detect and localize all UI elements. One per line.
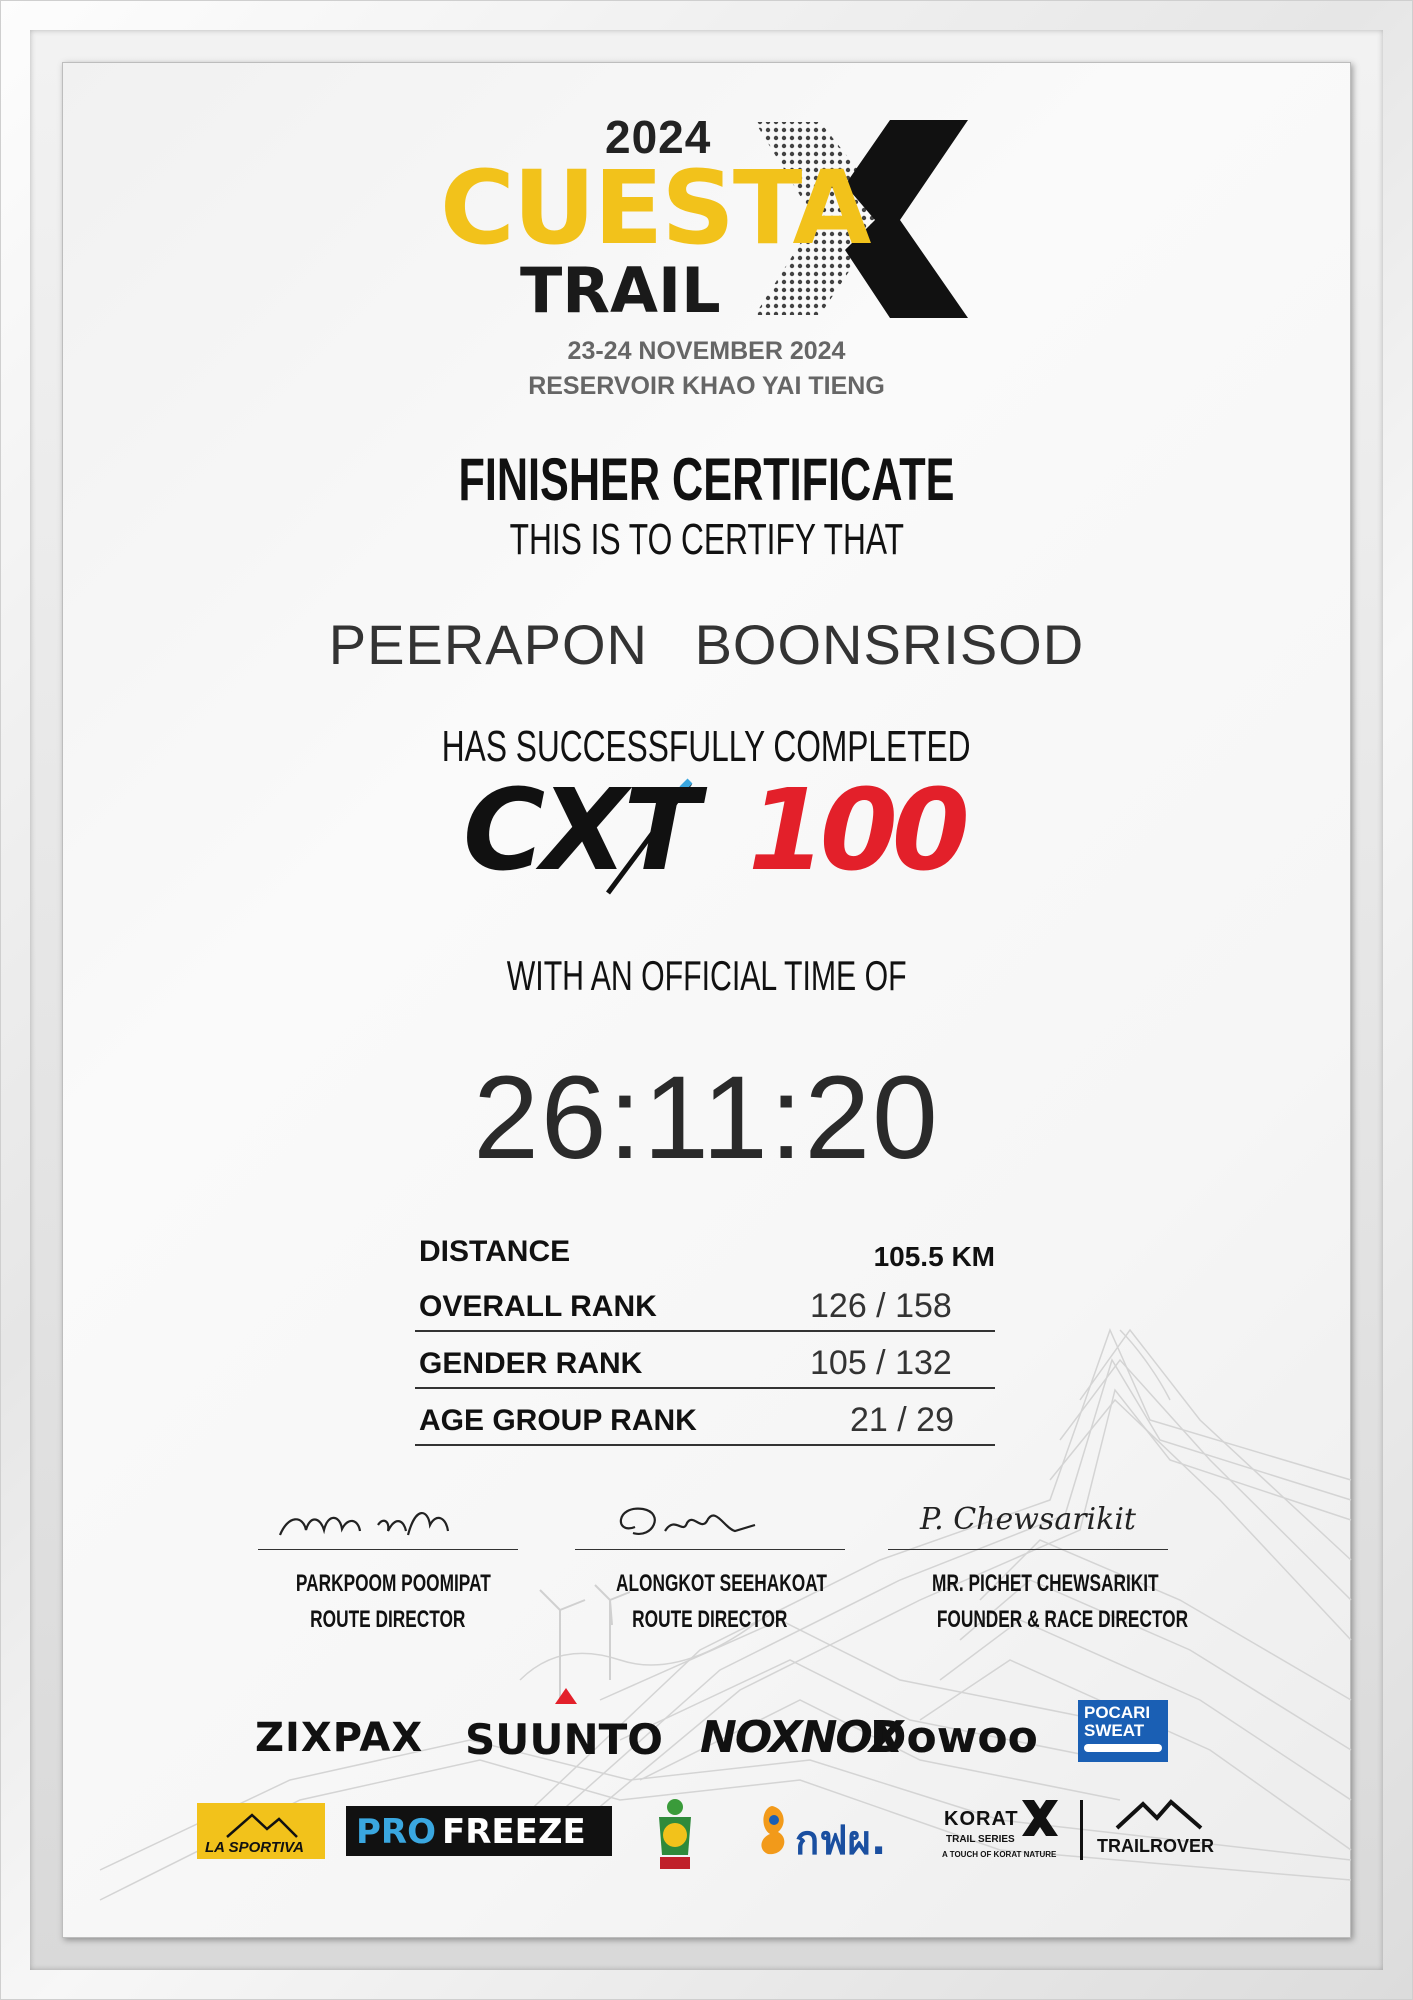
sponsor-divider (1080, 1800, 1083, 1860)
race-number: 100 (748, 766, 964, 896)
stat-row-gender-rank (415, 1332, 995, 1389)
signatory-role: ROUTE DIRECTOR (310, 1606, 466, 1633)
certificate-subtitle: THIS IS TO CERTIFY THAT (509, 515, 904, 564)
event-venue: RESERVOIR KHAO YAI TIENG (528, 372, 885, 400)
signatory-3 (888, 1495, 1189, 1634)
signatory-role: FOUNDER & RACE DIRECTOR (936, 1606, 1189, 1633)
wave-stripe (1084, 1744, 1162, 1752)
event-brand-trail: TRAIL (520, 254, 721, 327)
stat-label: OVERALL RANK (419, 1290, 657, 1323)
race-prefix: CXT (463, 766, 696, 896)
signature-1-drawing (258, 1495, 518, 1545)
signature-line (575, 1549, 845, 1550)
korat-tagline: A TOUCH OF KORAT NATURE (942, 1850, 1057, 1859)
signatory-1 (258, 1495, 518, 1634)
certificate-subtitle-wrap (0, 515, 1413, 565)
completed-text-wrap (0, 722, 1413, 772)
race-logo (458, 766, 964, 900)
signatory-role: ROUTE DIRECTOR (632, 1606, 788, 1633)
stat-label: DISTANCE (419, 1235, 571, 1268)
korat-text: KORAT (944, 1808, 1019, 1830)
sponsor-suunto-logo: SUUNTO (465, 1715, 663, 1764)
signature-line (888, 1549, 1168, 1550)
time-label: WITH AN OFFICIAL TIME OF (506, 952, 907, 999)
stat-label: GENDER RANK (419, 1347, 643, 1380)
certificate-title-wrap (0, 445, 1413, 514)
trailrover-text: TRAILROVER (1097, 1836, 1214, 1856)
certificate-title: FINISHER CERTIFICATE (458, 446, 955, 513)
event-logo (420, 110, 1000, 325)
signature-2-drawing (575, 1495, 845, 1545)
emblem-seal-icon (644, 1795, 706, 1875)
finisher-first-name: PEERAPON (328, 613, 648, 676)
sponsor-pro-freeze-logo (346, 1806, 612, 1856)
signature-line (258, 1549, 518, 1550)
stat-value: 126 / 158 (810, 1287, 952, 1325)
signature-2 (575, 1495, 845, 1545)
sponsor-zixpax-logo: ZIXPAX (255, 1715, 424, 1761)
pro-text: PRO (356, 1812, 437, 1852)
signatory-2 (575, 1495, 845, 1634)
finisher-last-name: BOONSRISOD (694, 613, 1085, 676)
la-sportiva-text: LA SPORTIVA (205, 1839, 304, 1856)
trail-series-text: TRAIL SERIES (946, 1834, 1015, 1845)
stat-value: 105 / 132 (810, 1344, 952, 1382)
signatory-name: ALONGKOT SEEHAKOAT (616, 1570, 827, 1597)
stat-row-overall-rank (415, 1275, 995, 1332)
stat-value: 21 / 29 (850, 1401, 954, 1439)
event-year: 2024 (605, 111, 712, 163)
egat-logo-icon (748, 1800, 798, 1860)
finisher-name (0, 612, 1413, 677)
sweat-text: SWEAT (1084, 1721, 1145, 1740)
korat-x-icon (1020, 1798, 1060, 1838)
sponsor-la-sportiva-logo (197, 1803, 325, 1859)
trailrover-mountain-icon (1115, 1798, 1205, 1832)
signatory-name: MR. PICHET CHEWSARIKIT (932, 1570, 1159, 1597)
sponsor-egat-text: กฟผ. (795, 1818, 887, 1864)
event-brand-cuesta: CUESTA (440, 149, 870, 268)
event-date: 23-24 NOVEMBER 2024 (567, 337, 846, 365)
stat-label: AGE GROUP RANK (419, 1404, 697, 1437)
stat-value: 105.5 KM (873, 1241, 995, 1272)
sponsor-noxnox-logo: NOXNOX (700, 1712, 902, 1763)
time-label-wrap (0, 952, 1413, 1000)
signatory-name: PARKPOOM POOMIPAT (295, 1570, 491, 1597)
suunto-triangle-icon (555, 1688, 577, 1704)
stat-row-distance (415, 1230, 995, 1275)
stats-table (415, 1230, 995, 1446)
signature-1 (258, 1495, 518, 1545)
signature-3: P. Chewsarikit (920, 1502, 1136, 1537)
sponsor-dowoo-logo: Dowoo (870, 1712, 1038, 1763)
completed-text: HAS SUCCESSFULLY COMPLETED (442, 722, 971, 771)
sponsor-trailrover-logo (1095, 1798, 1225, 1864)
official-time: 26:11:20 (473, 1052, 940, 1184)
stat-row-age-group-rank (415, 1389, 995, 1446)
sponsor-pocari-sweat-logo (1078, 1700, 1168, 1762)
sponsor-korat-trail-series-logo (942, 1798, 1062, 1864)
freeze-text: FREEZE (442, 1812, 586, 1852)
pocari-text: POCARI (1084, 1703, 1151, 1722)
